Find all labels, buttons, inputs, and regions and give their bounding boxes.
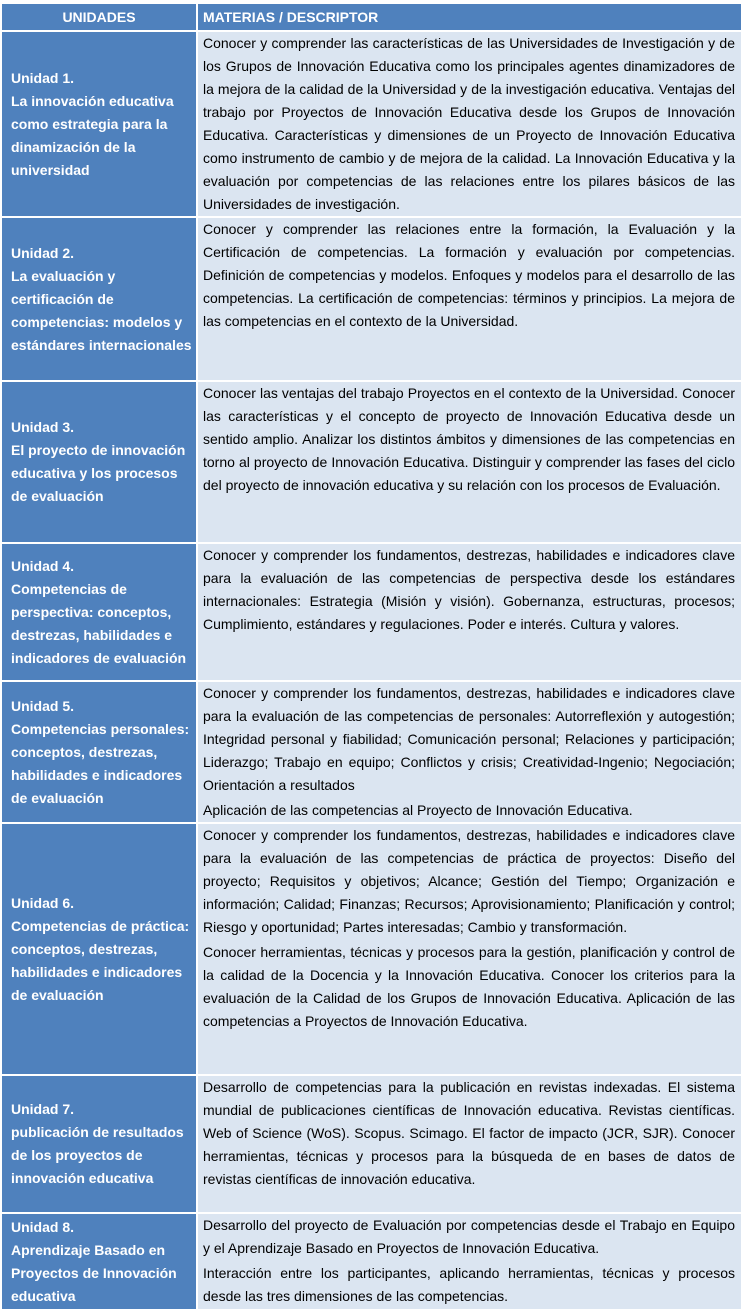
unit-number: Unidad 8. [11,1218,75,1235]
descriptor-cell [198,218,741,380]
unit-number: Unidad 2. [11,244,75,261]
descriptor-paragraph: Desarrollo del proyecto de Evaluación por competencias desde el Trabajo en Equipo y el Aprendizaje Basado en Proyectos de Innovación Educativa. [203,1217,735,1256]
descriptor-paragraph: Conocer herramientas, técnicas y procesos para la gestión, planificación y control de la calidad de la Docencia y la Innovación Educativa. Conocer los criterios para la evaluación de la Calidad de los Grupos de Innovación Educativa. Aplicación de las competencias a Proyectos de Innovación Educativa. [203,944,735,1029]
table-row [2,1076,741,1212]
unit-title: El proyecto de innovación educativa y los procesos de evaluación [11,442,186,504]
table-row [2,382,741,542]
units-table [2,2,741,1311]
unit-number: Unidad 7. [11,1101,75,1117]
unit-title: Competencias de práctica: conceptos, destrezas, habilidades e indicadores de evaluación [11,917,190,1003]
unit-cell [2,382,198,542]
unit-cell [2,824,198,1074]
header-subjects: MATERIAS / DESCRIPTOR [198,4,741,30]
unit-cell [2,544,198,680]
descriptor-paragraph: Interacción entre los participantes, aplicando herramientas, técnicas y procesos desde las tres dimensiones de las competencias. [203,1265,735,1304]
unit-cell [2,682,198,822]
table-row [2,682,741,822]
unit-number: Unidad 5. [11,697,75,714]
header-row [2,4,741,30]
unit-title: Competencias de perspectiva: conceptos, destrezas, habilidades e indicadores de evaluación [11,580,187,666]
table-row [2,218,741,380]
unit-cell [2,32,198,216]
descriptor-paragraph: Aplicación de las competencias al Proyecto de Innovación Educativa. [203,802,633,818]
descriptor-cell [198,682,741,822]
descriptor-cell [198,1076,741,1212]
unit-title: La innovación educativa como estrategia para la dinamización de la universidad [11,92,174,178]
descriptor-cell [198,824,741,1074]
descriptor-cell [198,544,741,680]
unit-number: Unidad 1. [11,69,75,86]
unit-cell [2,1076,198,1212]
unit-number: Unidad 3. [11,419,75,435]
descriptor-paragraph: Conocer y comprender las relaciones entre la formación, la Evaluación y la Certificación de competencias. La formación y evaluación por competencias. Definición de competencias y modelos. Enfoques y modelos para el desarrollo de las competencias. La certificación de competencias: términos y principios. La mejora de las competencias en el contexto de la Universidad. [203,221,735,329]
unit-title: Aprendizaje Basado en Proyectos de Innovación educativa [11,1241,177,1304]
header-units: UNIDADES [2,4,198,30]
unit-title: publicación de resultados de los proyectos de innovación educativa [11,1124,184,1186]
descriptor-paragraph: Conocer y comprender los fundamentos, destrezas, habilidades e indicadores clave para la evaluación de las competencias de perspectiva desde los estándares internacionales: Estrategia (Misión y visión). Gobernanza, estructuras, procesos; Cumplimiento, estándares y regulaciones. Poder e interés. Cultura y valores. [203,547,735,632]
unit-cell [2,218,198,380]
descriptor-paragraph: Conocer las ventajas del trabajo Proyectos en el contexto de la Universidad. Conocer las características y el concepto de proyecto de Innovación Educativa desde un sentido amplio. Analizar los distintos ámbitos y dimensiones de las competencias en torno al proyecto de Innovación Educativa. Distinguir y comprender las fases del ciclo del proyecto de innovación educativa y su relación con los procesos de Evaluación. [203,385,735,493]
descriptor-paragraph: Conocer y comprender los fundamentos, destrezas, habilidades e indicadores clave para la evaluación de las competencias de personales: Autorreflexión y autogestión; Integridad personal y fiabilidad; Comunicación personal; Relaciones y participación; Liderazgo; Trabajo en equipo; Conflictos y crisis; Creatividad-Ingenio; Negociación; Orientación a resultados [203,685,735,793]
descriptor-cell [198,382,741,542]
unit-number: Unidad 4. [11,557,75,574]
table-row [2,824,741,1074]
unit-title: Competencias personales: conceptos, destrezas, habilidades e indicadores de evaluación [11,720,190,806]
descriptor-cell [198,32,741,216]
unit-title: La evaluación y certificación de competencias: modelos y estándares internacionales [11,267,192,353]
unit-number: Unidad 6. [11,894,75,911]
table-row [2,544,741,680]
table-row [2,32,741,216]
descriptor-paragraph: Conocer y comprender los fundamentos, destrezas, habilidades e indicadores clave para la evaluación de las competencias de práctica de proyectos: Diseño del proyecto; Requisitos y objetivos; Alcance; Gestión del Tiempo; Organización e información; Calidad; Finanzas; Recursos; Aprovisionamiento; Planificación y control; Riesgo y oportunidad; Partes interesadas; Cambio y transformación. [203,827,735,935]
descriptor-paragraph: Desarrollo de competencias para la publicación en revistas indexadas. El sistema mundial de publicaciones científicas de Innovación educativa. Revistas científicas. Web of Science (WoS). Scopus. Scimago. El factor de impacto (JCR, SJR). Conocer herramientas, técnicas y procesos para la búsqueda de en bases de datos de revistas científicas de innovación educativa. [203,1079,735,1187]
descriptor-paragraph: Conocer y comprender las características de las Universidades de Investigación y de los Grupos de Innovación Educativa como los principales agentes dinamizadores de la mejora de la calidad de la Universidad y de la investigación educativa. Ventajas del trabajo por Proyectos de Innovación Educativa desde los Grupos de Innovación Educativa. Características y dimensiones de un Proyecto de Innovación Educativa como instrumento de cambio y de mejora de la calidad. La Innovación Educativa y la evaluación por competencias de las relaciones entre los pilares básicos de las Universidades de investigación. [203,35,735,212]
